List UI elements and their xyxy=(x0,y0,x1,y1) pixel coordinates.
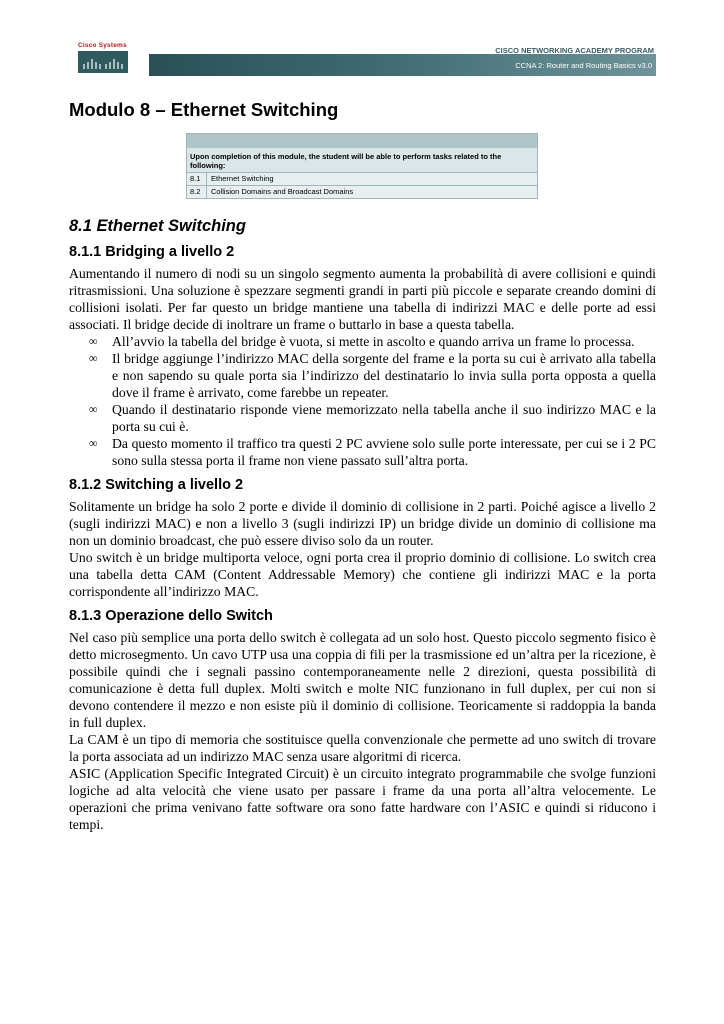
page-header xyxy=(0,0,724,90)
subsection-heading-8-1-3: 8.1.3 Operazione dello Switch xyxy=(69,608,273,624)
bullet-list xyxy=(69,333,656,469)
objective-number: 8.2 xyxy=(187,186,207,198)
infinity-bullet-icon: ∞ xyxy=(89,334,98,348)
subsection-heading-8-1-1: 8.1.1 Bridging a livello 2 xyxy=(69,244,235,260)
objective-row xyxy=(187,185,537,198)
page-title: Modulo 8 – Ethernet Switching xyxy=(69,99,339,120)
cisco-bridge-icon xyxy=(78,51,128,73)
paragraph: Uno switch è un bridge multiporta veloce, ogni porta crea il proprio dominio di collisione. Lo switch crea una tabella detta CAM (Content Addressable Memory) che contiene gli indirizzi MAC e la porta corrispondente all’indirizzo MAC. xyxy=(69,550,656,599)
objective-label: Collision Domains and Broadcast Domains xyxy=(211,187,354,196)
program-name: CISCO NETWORKING ACADEMY PROGRAM xyxy=(495,46,654,55)
subsection-heading-8-1-2: 8.1.2 Switching a livello 2 xyxy=(69,477,244,493)
objectives-header-bar xyxy=(187,134,537,148)
infinity-bullet-icon: ∞ xyxy=(89,402,98,416)
list-item xyxy=(89,350,656,401)
paragraph: Nel caso più semplice una porta dello switch è collegata ad un solo host. Questo piccolo segmento fisico è detto microsegmento. Un cavo UTP usa una coppia di fili per la trasmissione ed un’altra per la ricezione, è possibile quindi che i segnali passino contemporaneamente nelle 2 direzioni, questa possibilità di comunicazione è detta full duplex. Molti switch e molte NIC funzionano in full duplex, per cui non si devono contendere il mezzo e non esiste più il dominio di collisione. Teoricamente si raddoppia la banda in full duplex. xyxy=(69,630,656,730)
objective-number: 8.1 xyxy=(187,173,207,185)
objectives-intro: Upon completion of this module, the student will be able to perform tasks related to the following: xyxy=(187,148,537,172)
course-name: CCNA 2: Router and Routing Basics v3.0 xyxy=(515,61,652,70)
paragraph: ASIC (Application Specific Integrated Circuit) è un circuito integrato programmabile che svolge funzioni logiche ad alta velocità che viene usato per passare i frame da una porta all’altra velocemente. Le operazioni che prima venivano fatte software ora sono fatte hardware con l’ASIC e quindi si riducono i tempi. xyxy=(69,766,656,832)
objectives-table xyxy=(186,133,538,199)
cisco-brand-text: Cisco Systems xyxy=(78,42,127,49)
list-item-text: All’avvio la tabella del bridge è vuota, si mette in ascolto e quando arriva un frame lo processa. xyxy=(112,334,635,349)
infinity-bullet-icon: ∞ xyxy=(89,351,98,365)
program-banner xyxy=(149,46,656,76)
paragraph: Solitamente un bridge ha solo 2 porte e divide il dominio di collisione in 2 parti. Poiché agisce a livello 2 (sugli indirizzi MAC) e non a livello 3 (sugli indirizzi IP) un bridge divide un dominio di collisione ma non un dominio broadcast, che può essere diviso solo da un router. xyxy=(69,499,656,548)
list-item xyxy=(89,401,656,435)
section-heading-8-1: 8.1 Ethernet Switching xyxy=(69,217,246,235)
list-item xyxy=(89,435,656,469)
document-body xyxy=(69,98,656,833)
paragraph: Aumentando il numero di nodi su un singolo segmento aumenta la probabilità di avere collisioni e quindi ritrasmissioni. Una soluzione è spezzare segmenti grandi in parti più piccole e separate creando domini di collisioni isolati. Per far questo un bridge mantiene una tabella di indirizzi MAC e delle porte ad essi associati. Il bridge decide di inoltrare un frame o buttarlo in base a questa tabella. xyxy=(69,266,656,332)
list-item-text: Il bridge aggiunge l’indirizzo MAC della sorgente del frame e la porta su cui è arrivato alla tabella e non sapendo su quale porta sia l’indirizzo del destinatario lo invia sulla porta opposta a quella dove il frame è arrivato, come farebbe un repeater. xyxy=(112,351,656,400)
list-item-text: Quando il destinatario risponde viene memorizzato nella tabella anche il suo indirizzo MAC e la porta su cui è. xyxy=(112,402,656,434)
objective-row xyxy=(187,172,537,185)
cisco-logo xyxy=(78,42,128,72)
list-item xyxy=(89,333,656,350)
list-item-text: Da questo momento il traffico tra questi 2 PC avviene solo sulle porte interessate, per cui se i 2 PC sono sulla stessa porta il frame non viene passato sull’altra porta. xyxy=(112,436,656,468)
objective-label: Ethernet Switching xyxy=(211,174,274,183)
paragraph: La CAM è un tipo di memoria che sostituisce quella convenzionale che permette ad uno switch di trovare la porta associata ad un indirizzo MAC senza usare algoritmi di ricerca. xyxy=(69,732,656,764)
infinity-bullet-icon: ∞ xyxy=(89,436,98,450)
